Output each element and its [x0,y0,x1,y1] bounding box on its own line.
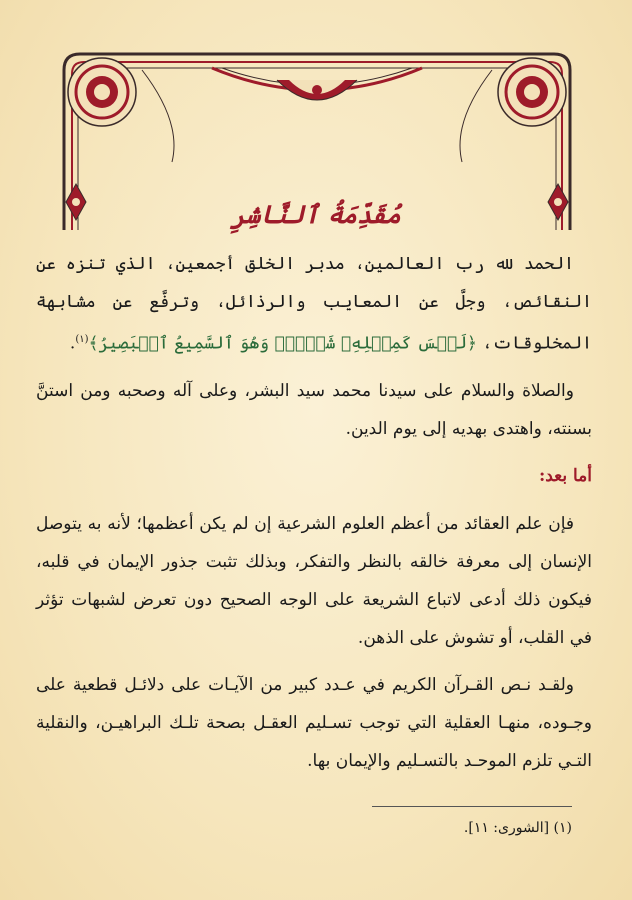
page-body [36,245,592,789]
paragraph-1 [36,245,592,363]
footnote-divider [372,806,572,807]
page-title: مُقَدِّمَةُ ٱلنَّاشِرِ [231,200,401,229]
paragraph-1-end: . [69,333,76,354]
footnote-marker: (١) [75,334,89,345]
section-heading: أما بعد: [538,465,592,486]
paragraph-1-text: الحمد لله رب العالمين، مدبر الخلق أجمعين، الذي تنزه عن النقائص، وجلَّ عن المعايب والرذائل، وترفَّع عن مشابهة المخلوقات، [36,254,592,354]
quran-quote: ﴿لَيۡسَ كَمِثۡلِهِۦ شَيۡءٞۖ وَهُوَ ٱلسَّمِيعُ ٱلۡبَصِيرُ﴾ [88,333,478,354]
paragraph-3: فإن علم العقائد من أعظم العلوم الشرعية إن لم يكن أعظمها؛ لأنه به يتوصل الإنسان إلى معرفة خالقه بالنظر والتفكر، وبذلك تثبت جذور الإيمان في قلبه، فيكون ذلك أدعى لاتباع الشريعة على الوجه الصحيح دون تعرض لشبهات تؤثر في القلب، أو تشوش على الذهن. [36,513,592,648]
paragraph-4: ولقـد نـص القـرآن الكريم في عـدد كبير من الآيـات على دلائـل قطعية على وجـوده، منهـا العقلية التي توجب تسـليم العقـل بصحة تلـك البراهيـن، والنقلية التـي تلزم الموحـد بالتسـليم والإيمان بها. [36,674,592,771]
paragraph-2: والصلاة والسلام على سيدنا محمد سيد البشر، وعلى آله وصحبه ومن استنَّ بسنته، واهتدى بهديه إلى يوم الدين. [36,380,592,439]
footnote: (١) [الشورى: ١١]. [463,820,572,836]
